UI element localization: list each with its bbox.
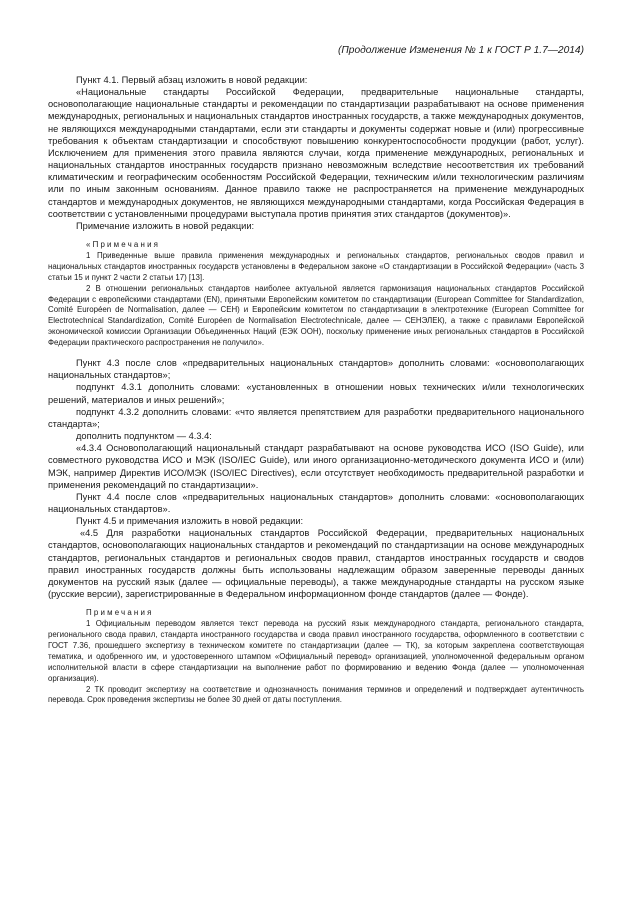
page-header: (Продолжение Изменения № 1 к ГОСТ Р 1.7—2014) — [338, 45, 584, 56]
note-4-5-2: 2 ТК проводит экспертизу на соответствие и однозначность понимания терминов и определений и подтверждает аутентичность перевода. Срок проведения экспертизы не более 30 дней от даты поступления. — [48, 684, 584, 705]
note-4-5-1: 1 Официальным переводом является текст перевода на русский язык международного стандарта, регионального стандарта, регионального свода правил, стандарта иностранного государства и свода правил иностранного государства, оформленного в соответствии с ГОСТ 7.36, прошедшего экспертизу в техническом комитете по стандартизации (далее — ТК), за которым закреплена соответствующая тематика, и одобренного им, и удостоверенного штампом «Официальный перевод» организацией, уполномоченной федеральным органом исполнительной власти в сфере стандартизации на выполнение работ по формированию и ведению Фонда (далее — уполномоченная организация). — [48, 619, 584, 683]
clause-4-5: «4.5 Для разработки национальных стандартов Российской Федерации, предварительных национальных стандартов, основополагающих национальных стандартов и рекомендаций по стандартизации на основе международных стандартов, региональных стандартов и региональных сводов правил, стандартов иностранных государств и сводов правил иностранных государств должны быть использованы надлежащим образом заверенные переводы данных документов на русский язык (далее — официальные переводы), а также международные стандарты на русском языке (русские версии), зарегистрированные в Федеральном информационном фонде стандартов (далее — Фонде). — [48, 528, 584, 600]
notes-heading: «Примечания — [86, 240, 161, 250]
subclause-4-3-4: «4.3.4 Основополагающий национальный стандарт разрабатывают на основе руководства ИСО (ISO Guide), или совместного руководства ИСО и МЭК (ISO/IEC Guide), или иного организационно-методического документа ИСО и (или) МЭК, например Директив ИСО/МЭК (ISO/IEC Directives), если отсутствует необходимость предварительной разработки и применения рекомендаций по стандартизации». — [48, 443, 584, 490]
note-2: 2 В отношении региональных стандартов наиболее актуальной является гармонизация национальных стандартов Российской Федерации с европейскими стандартами (EN), принятыми Европейским комитетом по стандартизации (European Committee for Standardization, Comité Européen de Normalisation, далее — CEH) и Европейским комитетом по стандартизации в электротехнике (European Committee for Electrotechnical Standardization, Comité Européen de Normalisation Electrotechnicale, далее — СЕНЭЛЕК), а также с правилами Европейской экономической комиссии Организации Объединенных Наций (ЕЭК ООН), поскольку применение иных региональных стандартов в Российской Федерации практического распространения не получило». — [48, 283, 584, 348]
clause-4-3: Пункт 4.3 после слов «предварительных национальных стандартов» дополнить словами: «основополагающих национальных стандартов»; — [48, 358, 584, 381]
subclause-4-3-4-intro: дополнить подпунктом — 4.3.4: — [76, 431, 212, 442]
clause-4-1-text: «Национальные стандарты Российской Федерации, предварительные национальные стандарты, основополагающие национальные стандарты и рекомендации по стандартизации разрабатывают на основе применения международных, региональных и национальных стандартов иностранных государств, а также международных документов, не являющихся международными стандартами, если эти стандарты и документы содержат новые и (или) прогрессивные требования к объектам стандартизации и способствуют повышению конкурентоспособности продукции (работ, услуг). Исключением для применения этого правила являются случаи, когда применение международных, региональных и национальных стандартов иностранных государств признано невозможным вследствие несоответствия их требований климатическим и географическим особенностям Российской Федерации, техническим и/или технологическим различиям или по иным законным основаниям. Данное правило также не распространяется на применение международных стандартов и международных документов, не являющихся международными стандартами, когда Российская Федерация в соответствии с установленными процедурами выступала против принятия этих стандартов (документов)». — [48, 87, 584, 219]
clause-4-4: Пункт 4.4 после слов «предварительных национальных стандартов» дополнить словами: «основополагающих национальных стандартов». — [48, 491, 584, 514]
notes-heading-2: Примечания — [86, 608, 154, 618]
subclause-4-3-2: подпункт 4.3.2 дополнить словами: «что является препятствием для разработки предварительного национального стандарта»; — [48, 406, 584, 429]
note-1: 1 Приведенные выше правила применения международных и региональных стандартов, региональных сводов правил и национальных стандартов иностранных государств установлены в Федеральном законе «О стандартизации в Российской Федерации» (часть 3 статьи 15 и пункт 2 части 2 статьи 17) [13]. — [48, 250, 584, 282]
clause-4-5-intro: Пункт 4.5 и примечания изложить в новой редакции: — [76, 516, 304, 527]
note-intro: Примечание изложить в новой редакции: — [76, 220, 255, 231]
clause-4-1-intro: Пункт 4.1. Первый абзац изложить в новой редакции: — [76, 75, 308, 85]
subclause-4-3-1: подпункт 4.3.1 дополнить словами: «установленных в отношении новых технических и/или технологических решений, материалов и иных решений»; — [48, 382, 584, 405]
